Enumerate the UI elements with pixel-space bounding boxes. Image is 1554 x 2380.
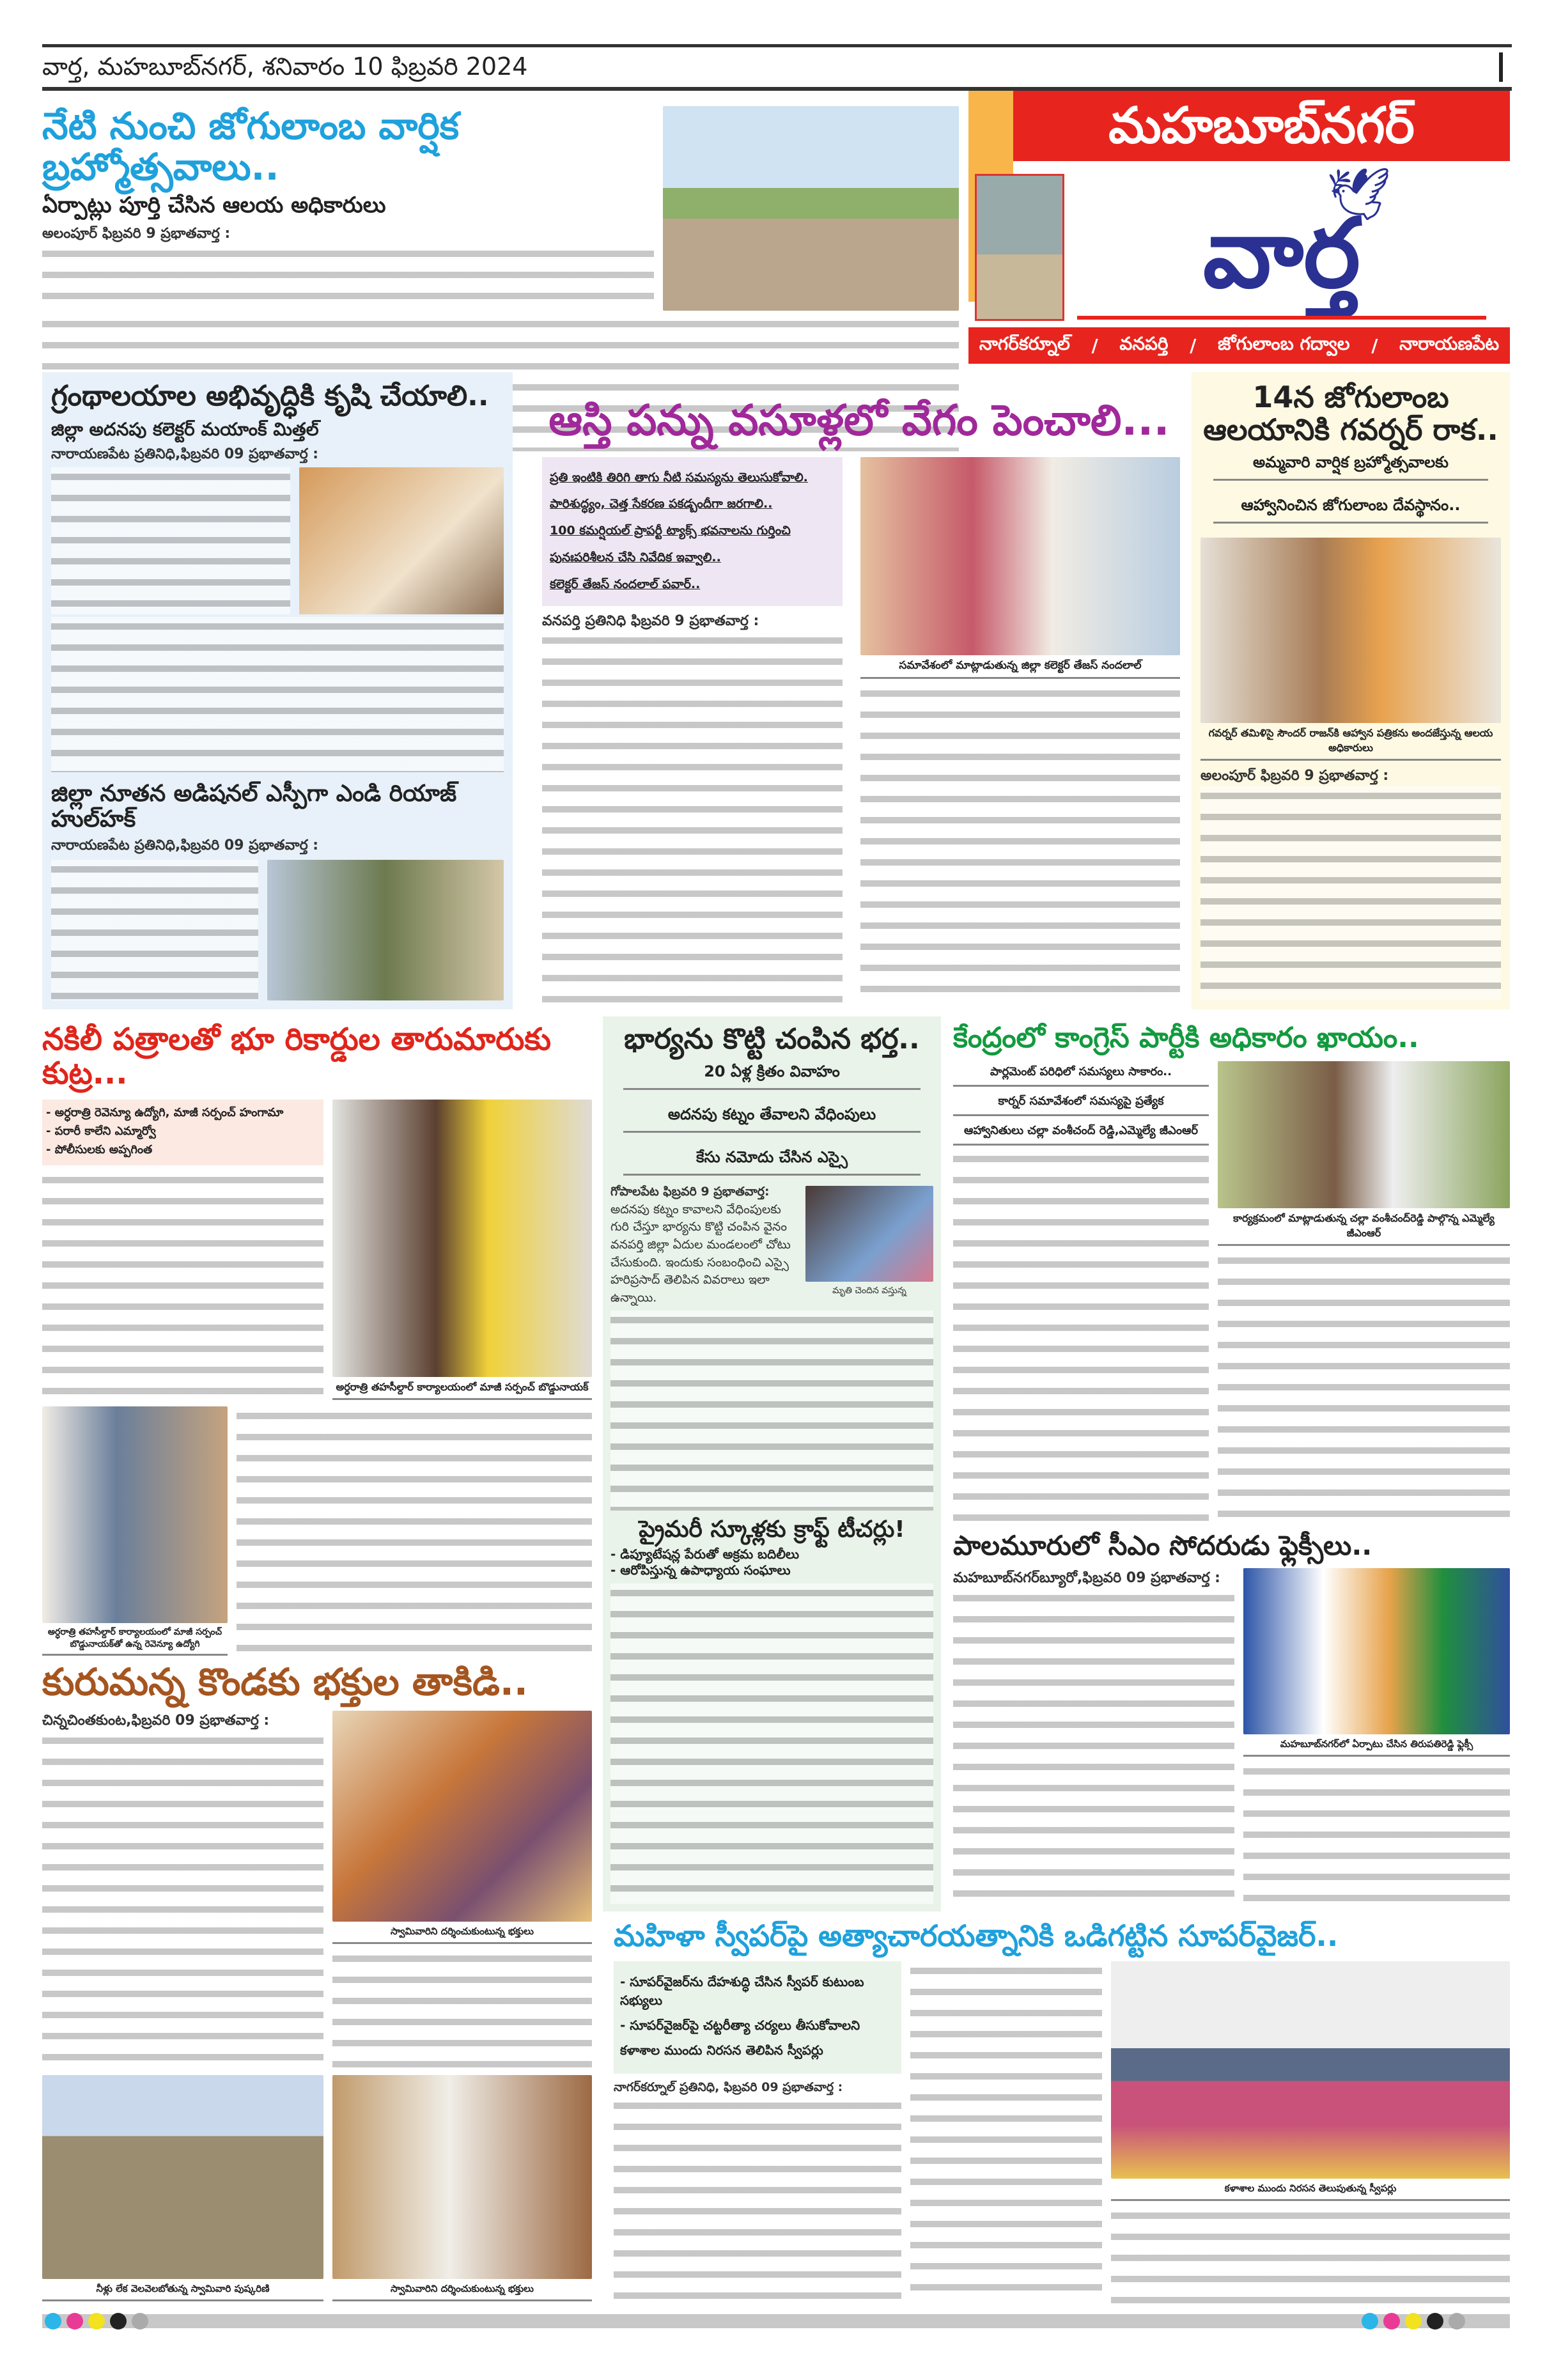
photo-caption: నీళ్లు లేక వెలవెలబోతున్న స్వామివారి పుష్కరిణి (42, 2283, 323, 2301)
district-nagarkurnool: నాగర్‌కర్నూల్ (979, 332, 1070, 354)
point: 100 కమర్షియల్ ప్రాపర్టీ ట్యాక్స్ భవనాలను గుర్తించి (550, 524, 791, 538)
governor-photo (1200, 538, 1501, 723)
dateline: అలంపూర్ ఫిబ్రవరి 9 ప్రభాతవార్త : (1200, 768, 1389, 784)
article-body (614, 2096, 901, 2303)
kicker: - డిప్యూటేషన్ల పేరుతో అక్రమ బదిలీలు (610, 1546, 800, 1562)
victim-figure (805, 1186, 933, 1297)
kicker: అమ్మవారి వార్షిక బ్రహ్మోత్సవాలకు (1213, 453, 1488, 481)
kicker: పార్లమెంట్ పరిధిలో సమస్యలు సాకారం.. (953, 1065, 1209, 1087)
masthead (968, 91, 1510, 362)
article-body-cont (332, 1949, 592, 2069)
story-land-records (42, 1023, 592, 1656)
photo-caption: సమావేశంలో మాట్లాడుతున్న జిల్లా కలెక్టర్ తేజస్ నందలాల్ (860, 659, 1180, 679)
bullet: - సూపర్‌వైజర్‌ను దేహశుద్ధి చేసిన స్వీపర్ కుటుంబ సభ్యులు (620, 1973, 864, 2008)
kicker: అదనపు కట్నం తేవాలని వేధింపులు (623, 1105, 921, 1133)
bullets-box (614, 1961, 901, 2074)
kicker: కేసు నమోదు చేసిన ఎస్సై (623, 1148, 921, 1176)
article-body (610, 1311, 933, 1511)
photo-caption: అర్ధరాత్రి తహసీల్దార్ కార్యాలయంలో మాజీ సర్పంచ్ బొడ్డునాయక్ (332, 1381, 592, 1400)
headline: భార్యను కొట్టి చంపిన భర్త.. (624, 1023, 920, 1055)
headline-sp: జిల్లా నూతన అడిషనల్ ఎస్పీగా ఎండి రియాజ్ హుల్‌హక్ (51, 780, 457, 832)
article-body (42, 244, 654, 311)
story-murder (603, 1016, 941, 1911)
flex-banner-photo (1243, 1568, 1510, 1734)
article-body (42, 1731, 323, 2069)
collector-meeting-photo (860, 457, 1180, 655)
subhead: జిల్లా అదనపు కలెక్టర్ మయాంక్ మిత్తల్ (51, 419, 319, 440)
headline: నకిలీ పత్రాలతో భూ రికార్డుల తారుమారుకు కుట్ర... (42, 1022, 551, 1091)
story-governor (1192, 372, 1510, 1009)
article-body-cont (51, 617, 504, 772)
story-kurumanna (42, 1662, 592, 2301)
temple-photo (663, 106, 959, 311)
kicker: ఆహ్వానితులు చల్లా వంశీచంద్ రెడ్డి,ఎమ్మెల్యే జీఎంఆర్ (953, 1124, 1209, 1146)
photo-caption: మృతి చెందిన వస్తున్న (832, 1286, 906, 1296)
article-body (51, 467, 290, 614)
article-body-cont2 (1111, 2206, 1510, 2303)
collector-office-photo (299, 467, 504, 614)
kicker: ఆహ్వానించిన జోగులాంబ దేవస్థానం.. (1213, 496, 1488, 524)
photo-caption: స్వామివారిని దర్శించుకుంటున్న భక్తులు (332, 1925, 592, 1944)
bullet: - అర్ధరాత్రి రెవెన్యూ ఉద్యోగి, మాజీ సర్పంచ్ హంగామా (46, 1105, 284, 1119)
district-wanaparthy: వనపర్తి (1119, 332, 1169, 354)
darshan-photo (332, 2075, 592, 2279)
district-narayanpet: నారాయణపేట (1399, 332, 1500, 354)
story-flex (953, 1531, 1510, 1911)
headline: పాలమూరులో సీఎం సోదరుడు ఫ్లెక్సీలు.. (953, 1530, 1372, 1561)
photo-caption: కళాశాల ముందు నిరసన తెలుపుతున్న స్వీపర్లు (1111, 2182, 1510, 2201)
photo-caption: స్వామివారిని దర్శించుకుంటున్న భక్తులు (332, 2283, 592, 2301)
color-marks-left (45, 2313, 153, 2332)
dateline: గోపాలపేట ఫిబ్రవరి 9 ప్రభాతవార్త: (610, 1185, 770, 1199)
column-marker (1499, 52, 1503, 82)
newspaper-logo: వార్త (1202, 198, 1361, 309)
victim-photo (805, 1186, 933, 1282)
point: పారిశుద్ధ్యం, చెత్త సేకరణ పకడ్బందీగా జరగాలి.. (550, 497, 773, 511)
point: ప్రతి ఇంటికి తిరిగి తాగు నీటి సమస్యను తెలుసుకోవాలి. (550, 470, 808, 485)
dove-icon: 🕊 (1326, 164, 1392, 224)
photo-caption: కార్యక్రమంలో మాట్లాడుతున్న చల్లా వంశీచంద్‌రెడ్డి పాల్గొన్న ఎమ్మెల్యే జీఎంఆర్ (1218, 1212, 1510, 1246)
point: పునఃపరిశీలన చేసి నివేదిక ఇవ్వాలి.. (550, 550, 721, 564)
pond-photo (42, 2075, 323, 2279)
photo-caption: అర్ధరాత్రి తహసీల్దార్ కార్యాలయంలో మాజీ సర్పంచ్ బొడ్డునాయక్‌తో ఉన్న రెవెన్యూ ఉద్యోగి (42, 1627, 228, 1656)
dateline: నారాయణపేట ప్రతినిధి,ఫిబ్రవరి 09 ప్రభాతవార్త : (51, 446, 319, 463)
sp-photo (267, 860, 504, 1000)
photo-caption: గవర్నర్ తమిళిసై సౌందర్ రాజన్‌కి ఆహ్వాన పత్రికను అందజేస్తున్న ఆలయ అధికారులు (1200, 727, 1501, 761)
story-congress (953, 1023, 1510, 1521)
article-body-cont (860, 684, 1180, 1006)
protest-photo (1111, 1961, 1510, 2179)
kicker: 20 ఏళ్ల క్రితం వివాహం (623, 1062, 921, 1090)
article-body (953, 1589, 1234, 1911)
headline: 14న జోగులాంబ ఆలయానికి గవర్నర్ రాక.. (1203, 380, 1498, 447)
kicker: కార్నర్ సమావేశంలో సమస్యపై ప్రత్యేక (953, 1094, 1209, 1116)
dateline: అలంపూర్ ఫిబ్రవరి 9 ప్రభాతవార్త : (42, 226, 231, 242)
kicker: - ఆరోపిస్తున్న ఉపాధ్యాయ సంఘాలు (610, 1562, 791, 1578)
bullet: కళాశాల ముందు నిరసన తెలిపిన స్వీపర్లు (620, 2042, 823, 2058)
bullet: - సూపర్‌వైజర్‌పై చట్టరీత్యా చర్యలు తీసుకోవాలని (620, 2017, 860, 2033)
dateline-header: వార్త, మహబూబ్‌నగర్, శనివారం 10 ఫిబ్రవరి 2024 (42, 52, 528, 81)
print-registration-bar (42, 2314, 1510, 2328)
dateline: మహబూబ్‌నగర్‌బ్యూరో,ఫిబ్రవరి 09 ప్రభాతవార్త : (953, 1570, 1220, 1587)
revenue-office-photo (42, 1406, 228, 1623)
article-body-cont (1218, 1251, 1510, 1521)
color-marks-right (1362, 2313, 1470, 2332)
headline: మహిళా స్వీపర్‌పై అత్యాచారయత్నానికి ఒడిగట్టిన సూపర్‌వైజర్.. (614, 1918, 1339, 1953)
dateline: చిన్నచింతకుంట,ఫిబ్రవరి 09 ప్రభాతవార్త : (42, 1712, 270, 1729)
lead: అదనపు కట్నం కావాలని వేధింపులకు గురి చేస్తూ భార్యను కొట్టి చంపిన వైనం వనపర్తి జిల్లా ఏదుల మండలంలో చోటు చేసుకుంది. ఇందుకు సంబంధించి ఎస్సై హరిప్రసాద్ తెలిపిన వివరాలు ఇలా ఉన్నాయి. (610, 1202, 791, 1305)
edition-banner: మహబూబ్‌నగర్ (1013, 91, 1510, 161)
dam-photo (975, 174, 1064, 321)
subhead: ఏర్పాట్లు పూర్తి చేసిన ఆలయ అధికారులు (42, 192, 386, 218)
devotees-photo (332, 1711, 592, 1922)
dateline: నాగర్‌కర్నూల్ ప్రతినిధి, ఫిబ్రవరి 09 ప్రభాతవార్త : (614, 2080, 843, 2094)
sarpanch-photo (332, 1100, 592, 1377)
article-body (542, 631, 843, 1006)
congress-meeting-photo (1218, 1061, 1510, 1208)
key-points (542, 457, 843, 606)
headline: కురుమన్న కొండకు భక్తుల తాకిడి.. (42, 1660, 528, 1704)
dateline: నారాయణపేట ప్రతినిధి,ఫిబ్రవరి 09 ప్రభాతవార్త : (51, 837, 319, 854)
headline-teachers: ప్రైమరీ స్కూళ్లకు క్రాఫ్ట్ టీచర్లు! (639, 1516, 905, 1543)
point: కలెక్టర్ తేజస్ నందలాల్ పవార్.. (550, 577, 701, 591)
headline: కేంద్రంలో కాంగ్రెస్ పార్టీకి అధికారం ఖాయం.. (953, 1022, 1419, 1054)
bullet: - పరారీ కాలేని ఎమ్మార్వో (46, 1124, 156, 1138)
article-body-cont (237, 1406, 592, 1656)
dateline: వనపర్తి ప్రతినిధి ఫిబ్రవరి 9 ప్రభాతవార్త : (542, 612, 759, 629)
photo-caption: మహబూబ్‌నగర్‌లో ఏర్పాటు చేసిన తిరుపతిరెడ్డి ఫ్లెక్సీ (1243, 1738, 1510, 1757)
district-gadwal: జోగులాంబ గద్వాల (1218, 332, 1350, 354)
article-body-cont (1243, 1762, 1510, 1911)
bullets-box (42, 1100, 323, 1165)
article-body (610, 1583, 933, 1904)
headline: ఆస్తి పన్ను వసూళ్లలో వేగం పెంచాలి... (548, 396, 1170, 445)
article-body (51, 860, 258, 1000)
article-body (1200, 786, 1501, 1000)
bullet: - పోలీసులకు అప్పగింత (46, 1142, 153, 1156)
story-sweeper (614, 1920, 1510, 2303)
story-library (42, 372, 513, 1009)
article-body-cont (910, 1961, 1102, 2303)
article-body (953, 1149, 1209, 1521)
story-property-tax (534, 372, 1184, 1009)
headline: గ్రంథాలయాల అభివృద్ధికి కృషి చేయాలి.. (51, 380, 489, 412)
headline: నేటి నుంచి జోగులాంబ వార్షిక బ్రహ్మోత్సవాలు.. (42, 104, 460, 189)
article-body (42, 1171, 323, 1400)
district-bar: నాగర్‌కర్నూల్ / వనపర్తి / జోగులాంబ గద్వాల / నారాయణపేట (968, 327, 1510, 364)
